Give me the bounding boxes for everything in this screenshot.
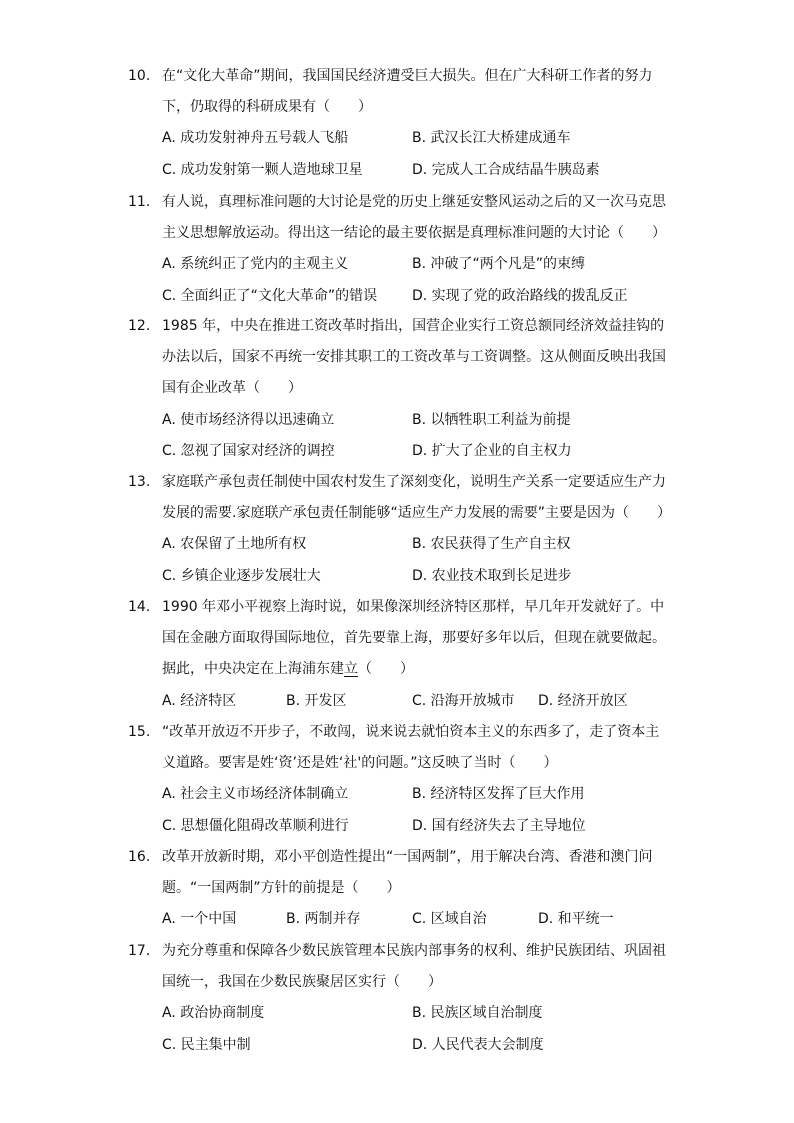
question-stem-line: 在“文化大革命”期间，我国国民经济遭受巨大损失。但在广大科研工作者的努力 [162, 68, 653, 84]
question-stem-line: 题。“一国两制”方针的前提是（ ） [162, 880, 401, 896]
question-stem-line: 为充分尊重和保障各少数民族管理本民族内部事务的权利、维护民族团结、巩固祖 [162, 943, 666, 959]
question-number: 11. [128, 194, 151, 210]
option-b: B. 民族区域自治制度 [412, 1005, 543, 1021]
option-a: A. 经济特区 [162, 693, 237, 709]
option-b: B. 两制并存 [286, 911, 361, 927]
option-c: C. 沿海开放城市 [412, 693, 515, 709]
option-d: D. 完成人工合成结晶牛胰岛素 [412, 162, 600, 178]
option-b: B. 以牺牲职工利益为前提 [412, 412, 571, 428]
option-a: A. 农保留了土地所有权 [162, 536, 307, 552]
question-number: 12. [128, 318, 151, 334]
question-number: 14. [128, 599, 151, 615]
question-number: 17. [128, 943, 151, 959]
question-stem-line: 主义思想解放运动。得出这一结论的最主要依据是真理标准问题的大讨论（ ） [162, 225, 666, 241]
option-b: B. 经济特区发挥了巨大作用 [412, 786, 585, 802]
question-stem-line: 1985 年，中央在推进工资改革时指出，国营企业实行工资总额同经济效益挂钩的 [162, 318, 665, 334]
question-stem-line: 下，仍取得的科研成果有（ ） [162, 99, 372, 115]
option-d: D. 人民代表大会制度 [412, 1037, 544, 1053]
option-d: D. 国有经济失去了主导地位 [412, 818, 586, 834]
option-d: D. 农业技术取到长足进步 [412, 568, 572, 584]
question-stem-line [162, 659, 414, 679]
question-stem-line: 改革开放新时期，邓小平创造性提出“一国两制”，用于解决台湾、香港和澳门问 [162, 849, 653, 865]
question-stem-line: 国统一，我国在少数民族聚居区实行（ ） [162, 974, 442, 990]
question-number: 13. [128, 474, 151, 490]
option-d: D. 扩大了企业的自主权力 [412, 443, 572, 459]
option-a: A. 一个中国 [162, 911, 237, 927]
option-c: C. 乡镇企业逐步发展壮大 [162, 568, 321, 584]
option-b: B. 开发区 [286, 693, 347, 709]
question-stem-line: 办法以后，国家不再统一安排其职工的工资改革与工资调整。这从侧面反映出我国 [162, 349, 666, 365]
option-c: C. 全面纠正了“文化大革命”的错误 [162, 288, 378, 304]
question-stem-line: 有人说，真理标准问题的大讨论是党的历史上继延安整风运动之后的又一次马克思 [162, 194, 666, 210]
option-c: C. 区域自治 [412, 911, 487, 927]
underlined-text: 立 [344, 661, 358, 677]
option-d: D. 实现了党的政治路线的拨乱反正 [412, 288, 628, 304]
question-stem-line: 国有企业改革（ ） [162, 380, 302, 396]
option-c: C. 民主集中制 [162, 1037, 251, 1053]
option-a: A. 使市场经济得以迅速确立 [162, 412, 335, 428]
option-a: A. 社会主义市场经济体制确立 [162, 786, 349, 802]
option-b: B. 武汉长江大桥建成通车 [412, 130, 571, 146]
question-stem-line: 家庭联产承包责任制使中国农村发生了深刻变化，说明生产关系一定要适应生产力 [162, 474, 666, 490]
option-d: D. 经济开放区 [538, 693, 628, 709]
option-b: B. 冲破了“两个凡是”的束缚 [412, 256, 586, 272]
question-stem-line: 义道路。要害是姓‘资’还是姓‘社'的问题。”这反映了当时（ ） [162, 755, 558, 771]
option-a: A. 成功发射神舟五号载人飞船 [162, 130, 349, 146]
stem-text: 据此，中央决定在上海浦东建 [162, 661, 344, 677]
option-a: A. 系统纠正了党内的主观主义 [162, 256, 349, 272]
option-c: C. 成功发射第一颗人造地球卫星 [162, 162, 363, 178]
option-c: C. 思想僵化阻碍改革顺利进行 [162, 818, 349, 834]
option-a: A. 政治协商制度 [162, 1005, 265, 1021]
question-number: 15. [128, 724, 151, 740]
option-b: B. 农民获得了生产自主权 [412, 536, 571, 552]
question-stem-line: 国在金融方面取得国际地位，首先要靠上海，那要好多年以后，但现在就要做起。 [162, 630, 666, 646]
question-number: 16. [128, 849, 151, 865]
question-number: 10. [128, 68, 151, 84]
question-stem-line: “改革开放迈不开步子，不敢闯，说来说去就怕资本主义的东西多了，走了资本主 [162, 724, 660, 740]
option-c: C. 忽视了国家对经济的调控 [162, 443, 335, 459]
answer-blank: （ ） [358, 661, 414, 677]
option-d: D. 和平统一 [538, 911, 614, 927]
question-stem-line: 1990 年邓小平视察上海时说，如果像深圳经济特区那样，早几年开发就好了。中 [162, 599, 665, 615]
question-stem-line: 发展的需要.家庭联产承包责任制能够“适应生产力发展的需要”主要是因为（ ） [162, 505, 671, 521]
